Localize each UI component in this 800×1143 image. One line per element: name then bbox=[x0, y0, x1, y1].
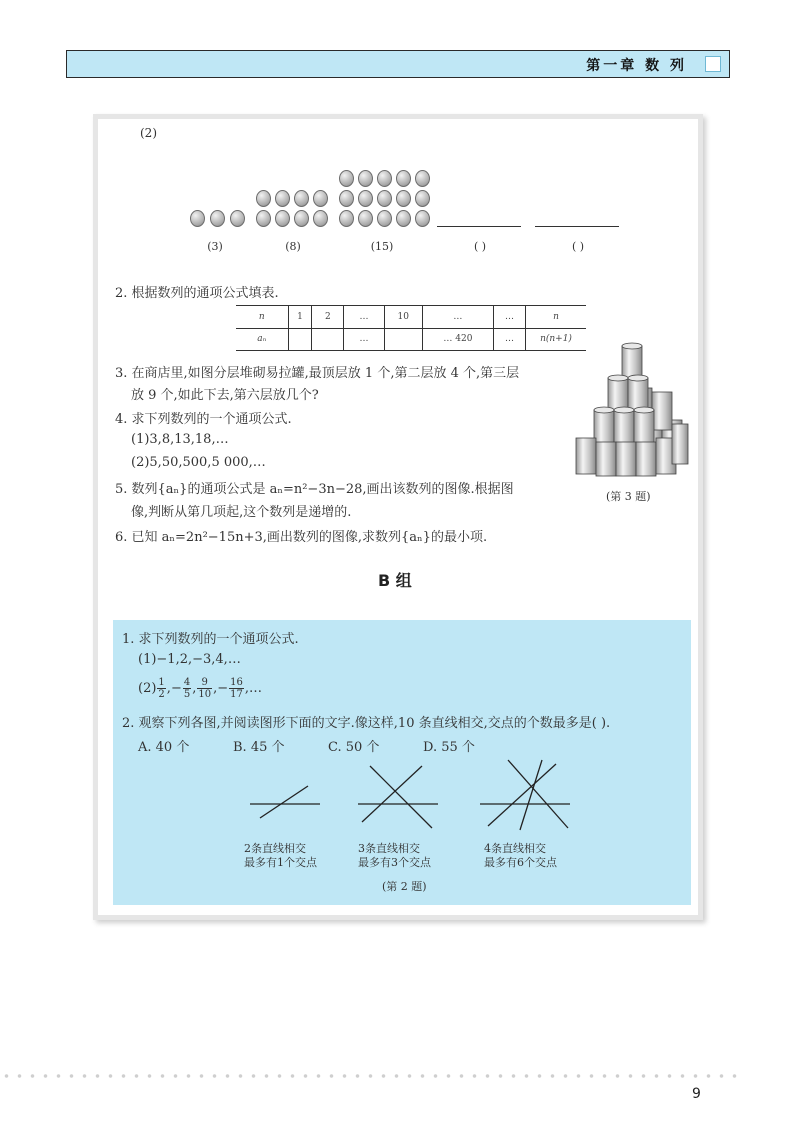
line bbox=[370, 766, 432, 828]
table-cell: 1 bbox=[288, 306, 312, 329]
dot bbox=[358, 210, 373, 227]
option-d[interactable]: D. 55 个 bbox=[423, 740, 475, 755]
dot bbox=[377, 190, 392, 207]
table-cell: aₙ bbox=[236, 328, 288, 351]
question-3-line-2: 放 9 个,如此下去,第六层放几个? bbox=[131, 388, 319, 403]
fraction bbox=[157, 677, 165, 700]
question-4-item-1: (1)3,8,13,18,… bbox=[131, 432, 229, 447]
question-5-line-2: 像,判断从第几项起,这个数列是递增的. bbox=[131, 505, 352, 520]
group-b-question-1-item-1: (1)−1,2,−3,4,… bbox=[138, 652, 241, 667]
table-row bbox=[236, 328, 586, 351]
dot bbox=[377, 210, 392, 227]
table-cell: … bbox=[344, 328, 384, 351]
table-cell[interactable] bbox=[312, 328, 344, 351]
figure-label-line-2: 最多有6个交点 bbox=[484, 856, 557, 869]
question-6: 6. 已知 aₙ=2n²−15n+3,画出数列的图像,求数列{aₙ}的最小项. bbox=[115, 530, 488, 545]
option-a[interactable]: A. 40 个 bbox=[138, 740, 190, 755]
dot bbox=[339, 170, 354, 187]
table-cell: n bbox=[236, 306, 288, 329]
fraction-sign: − bbox=[170, 681, 182, 696]
dot bbox=[190, 210, 205, 227]
can-stack-figure bbox=[572, 338, 694, 478]
item-suffix: ,… bbox=[244, 681, 263, 696]
fraction-sign: − bbox=[217, 681, 229, 696]
dot-count-label: ( ) bbox=[473, 240, 487, 253]
dot bbox=[313, 210, 328, 227]
dot bbox=[377, 170, 392, 187]
figure-label-line-1: 4条直线相交 bbox=[484, 842, 546, 855]
header-square-icon bbox=[705, 56, 721, 72]
group-b-question-1: 1. 求下列数列的一个通项公式. bbox=[122, 632, 299, 647]
dot bbox=[396, 170, 411, 187]
answer-blank[interactable] bbox=[535, 226, 619, 227]
footer-dotted-rule bbox=[0, 1074, 740, 1078]
table-cell[interactable] bbox=[288, 328, 312, 351]
dot bbox=[275, 210, 290, 227]
table-cell: n bbox=[526, 306, 586, 329]
question-4: 4. 求下列数列的一个通项公式. bbox=[115, 412, 292, 427]
fraction-numerator: 4 bbox=[183, 677, 191, 688]
figure-2-caption: (第 2 题) bbox=[382, 880, 427, 893]
question-4-item-2: (2)5,50,500,5 000,… bbox=[131, 455, 266, 470]
fraction-denominator: 2 bbox=[158, 689, 165, 700]
dot bbox=[210, 210, 225, 227]
figure-label-line-1: 3条直线相交 bbox=[358, 842, 420, 855]
group-b-title: B 组 bbox=[378, 571, 412, 590]
table-cell: 10 bbox=[384, 306, 422, 329]
dot bbox=[396, 190, 411, 207]
dot bbox=[256, 210, 271, 227]
chapter-title: 第一章 数 列 bbox=[586, 58, 687, 74]
dot bbox=[275, 190, 290, 207]
line bbox=[488, 764, 556, 826]
intersecting-lines-figure bbox=[240, 756, 590, 836]
dot bbox=[313, 190, 328, 207]
option-c[interactable]: C. 50 个 bbox=[328, 740, 380, 755]
fraction bbox=[229, 677, 244, 700]
fraction bbox=[183, 677, 191, 700]
fraction-denominator: 10 bbox=[198, 689, 212, 700]
group-b-question-2: 2. 观察下列各图,并阅读图形下面的文字.像这样,10 条直线相交,交点的个数最多是( ). bbox=[122, 716, 611, 731]
table-cell: … bbox=[494, 306, 526, 329]
table-cell: … bbox=[422, 306, 493, 329]
dot bbox=[415, 210, 430, 227]
table-cell: … bbox=[344, 306, 384, 329]
table-cell: n(n+1) bbox=[526, 328, 586, 351]
dot-count-label: (15) bbox=[370, 240, 394, 253]
dot bbox=[358, 190, 373, 207]
table-cell: … bbox=[494, 328, 526, 351]
figure-3-caption: (第 3 题) bbox=[606, 490, 651, 503]
dot bbox=[339, 190, 354, 207]
item-prefix: (2) bbox=[138, 681, 157, 696]
option-b[interactable]: B. 45 个 bbox=[233, 740, 285, 755]
answer-blank[interactable] bbox=[437, 226, 521, 227]
line bbox=[508, 760, 568, 828]
dot bbox=[230, 210, 245, 227]
dot-count-label: (3) bbox=[207, 240, 223, 253]
line bbox=[260, 786, 308, 818]
table-cell: 2 bbox=[312, 306, 344, 329]
dot bbox=[396, 210, 411, 227]
dot bbox=[294, 210, 309, 227]
dot bbox=[339, 210, 354, 227]
question-2: 2. 根据数列的通项公式填表. bbox=[115, 286, 279, 301]
fraction-denominator: 5 bbox=[183, 689, 191, 700]
fill-in-table bbox=[236, 305, 586, 351]
table-cell[interactable] bbox=[384, 328, 422, 351]
dot-count-label: (8) bbox=[285, 240, 301, 253]
line bbox=[362, 766, 422, 822]
figure-label-line-2: 最多有1个交点 bbox=[244, 856, 317, 869]
dot-count-label: ( ) bbox=[571, 240, 585, 253]
figure-label-line-1: 2条直线相交 bbox=[244, 842, 306, 855]
table-cell: … 420 bbox=[422, 328, 493, 351]
dot bbox=[294, 190, 309, 207]
dot-pattern-label: (2) bbox=[140, 126, 157, 140]
fraction-denominator: 17 bbox=[230, 689, 243, 700]
chapter-header-bar bbox=[66, 50, 730, 78]
question-5-line-1: 5. 数列{aₙ}的通项公式是 aₙ=n²−3n−28,画出该数列的图像.根据图 bbox=[115, 482, 514, 497]
dot bbox=[256, 190, 271, 207]
table-row bbox=[236, 306, 586, 329]
figure-label-line-2: 最多有3个交点 bbox=[358, 856, 431, 869]
dot bbox=[415, 190, 430, 207]
question-3-line-1: 3. 在商店里,如图分层堆砌易拉罐,最顶层放 1 个,第二层放 4 个,第三层 bbox=[115, 366, 520, 381]
page-number: 9 bbox=[692, 1086, 701, 1102]
fraction-numerator: 1 bbox=[158, 677, 165, 688]
dot bbox=[358, 170, 373, 187]
fraction bbox=[197, 677, 212, 700]
group-b-question-1-item-2: (2) $\frac{1}{2}$ ,− $\frac{4}{5}$ , $\frac{9}{10}$ ,− $\frac{16}{17}$ ,… bbox=[138, 677, 263, 700]
fraction-numerator: 9 bbox=[197, 677, 212, 689]
fraction-numerator: 16 bbox=[230, 677, 243, 688]
dot bbox=[415, 170, 430, 187]
